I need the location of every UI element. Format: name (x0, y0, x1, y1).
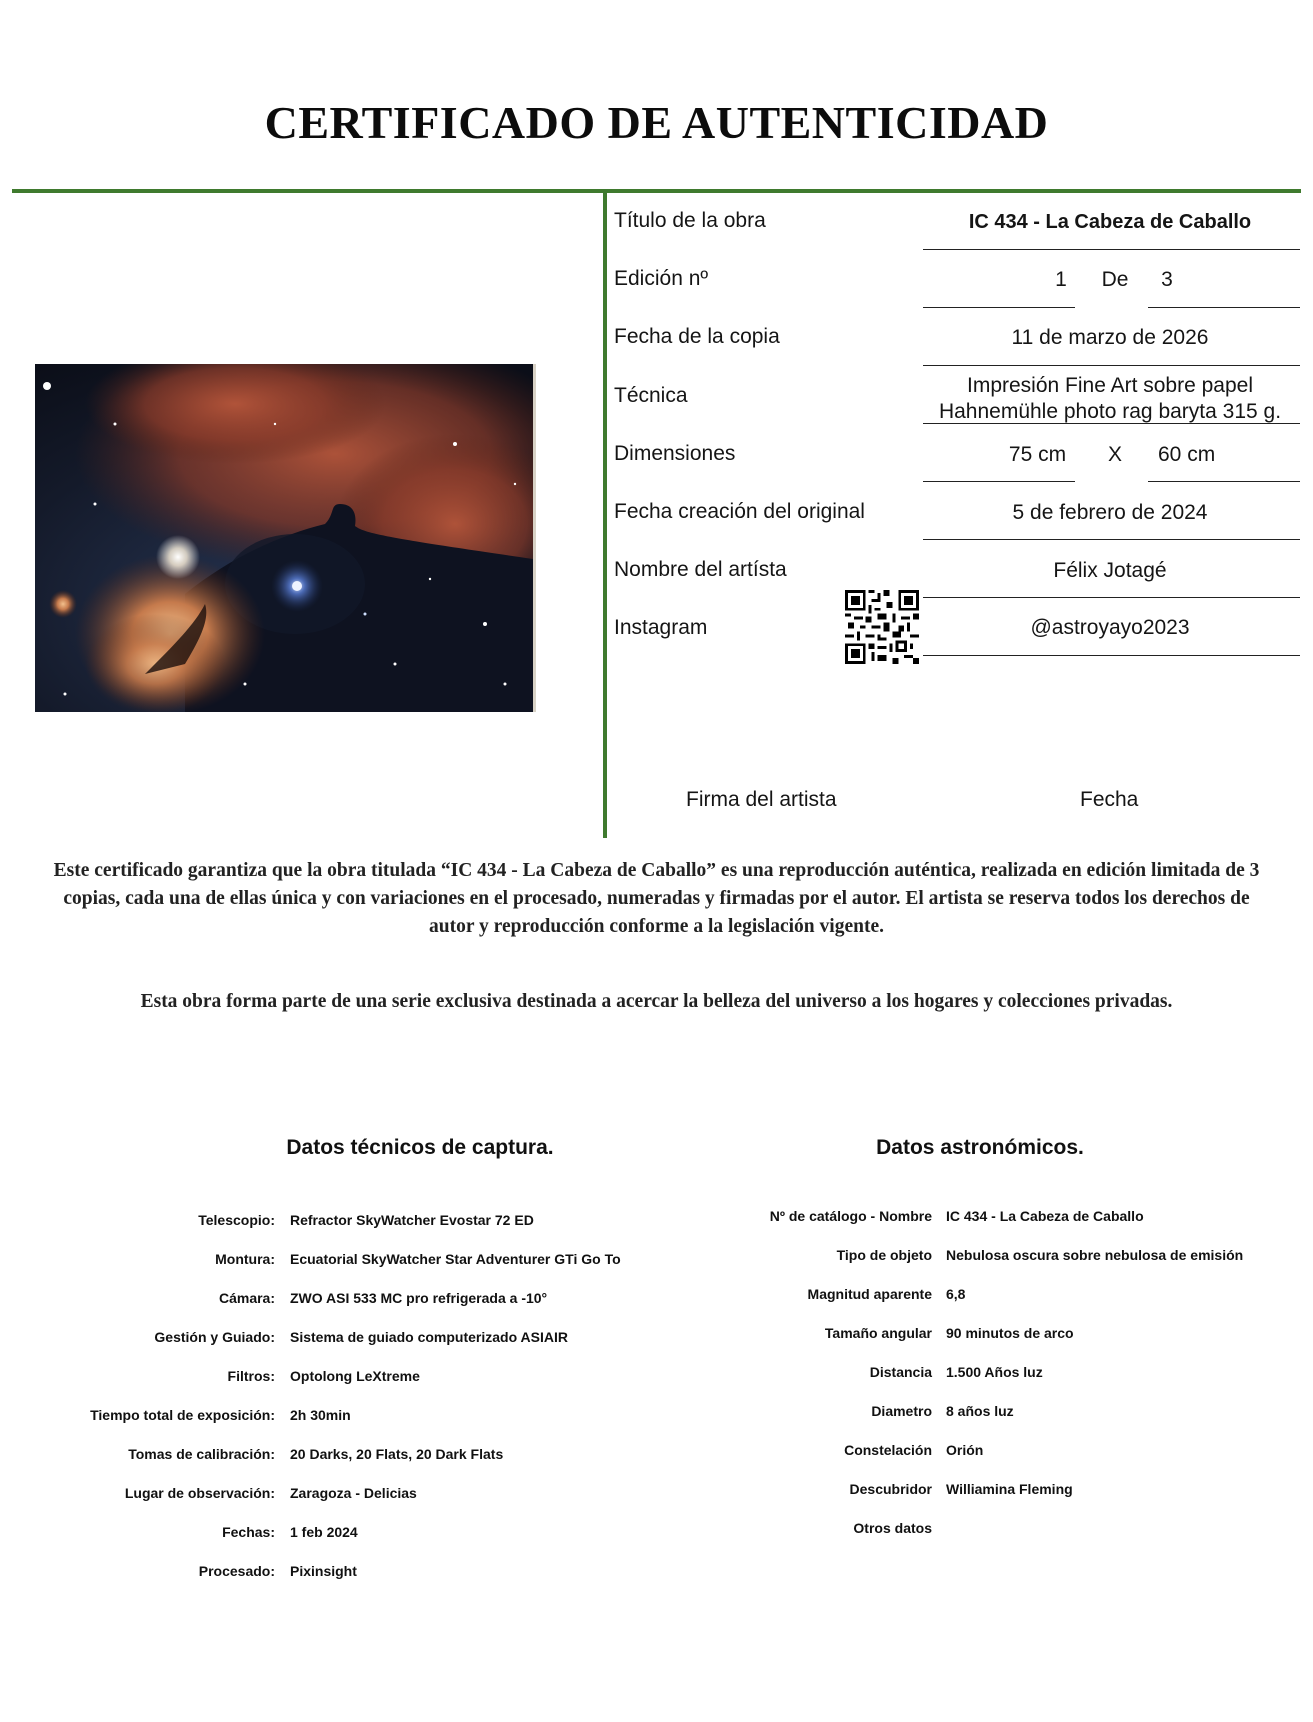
astro-row-value: Williamina Fleming (946, 1481, 1073, 1497)
astro-row-value: 6,8 (946, 1286, 966, 1302)
capture-row-key: Gestión y Guiado: (154, 1329, 275, 1345)
qr-code-icon[interactable] (845, 590, 919, 664)
dimension-underline-1 (923, 481, 1075, 482)
original-date-label: Fecha creación del original (614, 500, 865, 523)
capture-row-value: 20 Darks, 20 Flats, 20 Dark Flats (290, 1446, 504, 1462)
edition-number: 1 (1055, 268, 1067, 291)
capture-row-value: Zaragoza - Delicias (290, 1485, 417, 1501)
capture-row-key: Telescopio: (198, 1212, 275, 1228)
authenticity-paragraph: Este certificado garantiza que la obra titulada “IC 434 - La Cabeza de Caballo” es una reproducción auténtica, realizada en edición limitada de 3 copias, cada una de ellas única y con variaciones en el procesado, numeradas y firmadas por el autor. El artista se reserva todos los derechos de autor y reproducción conforme a la legislación vigente. (53, 860, 1260, 937)
capture-section-title: Datos técnicos de captura. (286, 1136, 554, 1159)
artist-value: Félix Jotagé (1053, 559, 1167, 582)
signature-date-label: Fecha (1080, 788, 1139, 811)
original-date-value: 5 de febrero de 2024 (1012, 501, 1208, 524)
capture-row-key: Filtros: (227, 1368, 275, 1384)
astro-row-key: Tipo de objeto (836, 1247, 932, 1263)
technique-line1: Impresión Fine Art sobre papel (967, 374, 1253, 397)
capture-row-value: 1 feb 2024 (290, 1524, 358, 1540)
edition-underline-2 (1148, 307, 1300, 308)
capture-row-value: 2h 30min (290, 1407, 351, 1423)
series-paragraph: Esta obra forma parte de una serie exclusiva destinada a acercar la belleza del universo a los hogares y colecciones privadas. (140, 991, 1173, 1012)
astro-row-value: 90 minutos de arco (946, 1325, 1074, 1341)
technique-line2: Hahnemühle photo rag baryta 315 g. (938, 400, 1282, 423)
capture-row-value: Optolong LeXtreme (290, 1368, 420, 1384)
dimension-height: 60 cm (1158, 443, 1216, 466)
edition-label: Edición nº (614, 267, 709, 290)
dimension-underline-2 (1148, 481, 1300, 482)
original-date-underline (923, 539, 1300, 540)
capture-row-value: Sistema de guiado computerizado ASIAIR (290, 1329, 568, 1345)
astro-row-key: Descubridor (849, 1481, 932, 1497)
astro-row-key: Diametro (871, 1403, 932, 1419)
artist-label: Nombre del artísta (614, 558, 787, 581)
instagram-value[interactable]: @astroyayo2023 (1030, 616, 1190, 639)
title-value: IC 434 - La Cabeza de Caballo (968, 211, 1252, 233)
capture-row-key: Cámara: (218, 1290, 275, 1306)
astro-row-key: Nº de catálogo - Nombre (769, 1208, 932, 1224)
astro-row-value: Nebulosa oscura sobre nebulosa de emisión (946, 1247, 1244, 1263)
capture-row-key: Procesado: (198, 1563, 275, 1579)
dimension-separator: X (1107, 443, 1122, 466)
astro-row-value: 1.500 Años luz (946, 1364, 1043, 1380)
astro-row-key: Magnitud aparente (807, 1286, 932, 1302)
title-underline (923, 249, 1300, 250)
top-divider (12, 189, 1301, 193)
astro-row-key: Distancia (869, 1364, 932, 1380)
capture-row-key: Fechas: (222, 1524, 275, 1540)
astro-row-value: IC 434 - La Cabeza de Caballo (946, 1208, 1144, 1224)
capture-row-value: Pixinsight (290, 1563, 357, 1579)
title-label: Título de la obra (614, 209, 766, 232)
astro-section-title: Datos astronómicos. (876, 1136, 1084, 1159)
capture-row-value: ZWO ASI 533 MC pro refrigerada a -10° (290, 1290, 548, 1306)
dimension-width: 75 cm (1008, 443, 1067, 466)
capture-row-key: Tiempo total de exposición: (90, 1407, 275, 1423)
astro-row-key: Tamaño angular (824, 1325, 932, 1341)
dimensions-label: Dimensiones (614, 442, 736, 465)
capture-row-key: Lugar de observación: (124, 1485, 275, 1501)
nebula-photo (35, 364, 536, 712)
technique-underline (923, 423, 1300, 424)
astro-row-value: 8 años luz (946, 1403, 1014, 1419)
copy-date-label: Fecha de la copia (614, 325, 780, 348)
instagram-underline (923, 655, 1300, 656)
artist-underline (923, 597, 1300, 598)
astro-row-key: Constelación (844, 1442, 932, 1458)
astro-row-key: Otros datos (853, 1520, 932, 1536)
astro-row-value: Orión (946, 1442, 984, 1458)
instagram-label: Instagram (614, 616, 708, 639)
copy-date-value: 11 de marzo de 2026 (1011, 326, 1209, 349)
capture-row-value: Ecuatorial SkyWatcher Star Adventurer GTi Go To (290, 1251, 621, 1267)
capture-row-key: Montura: (215, 1251, 275, 1267)
technique-label: Técnica (614, 384, 688, 407)
vertical-divider (603, 192, 607, 838)
capture-row-key: Tomas de calibración: (128, 1446, 275, 1462)
certificate-title: CERTIFICADO DE AUTENTICIDAD (264, 97, 1049, 148)
edition-separator: De (1101, 268, 1129, 291)
copy-date-underline (923, 365, 1300, 366)
artist-signature-label: Firma del artista (686, 788, 837, 811)
capture-row-value: Refractor SkyWatcher Evostar 72 ED (290, 1212, 534, 1228)
edition-underline-1 (923, 307, 1075, 308)
edition-total: 3 (1161, 268, 1173, 291)
